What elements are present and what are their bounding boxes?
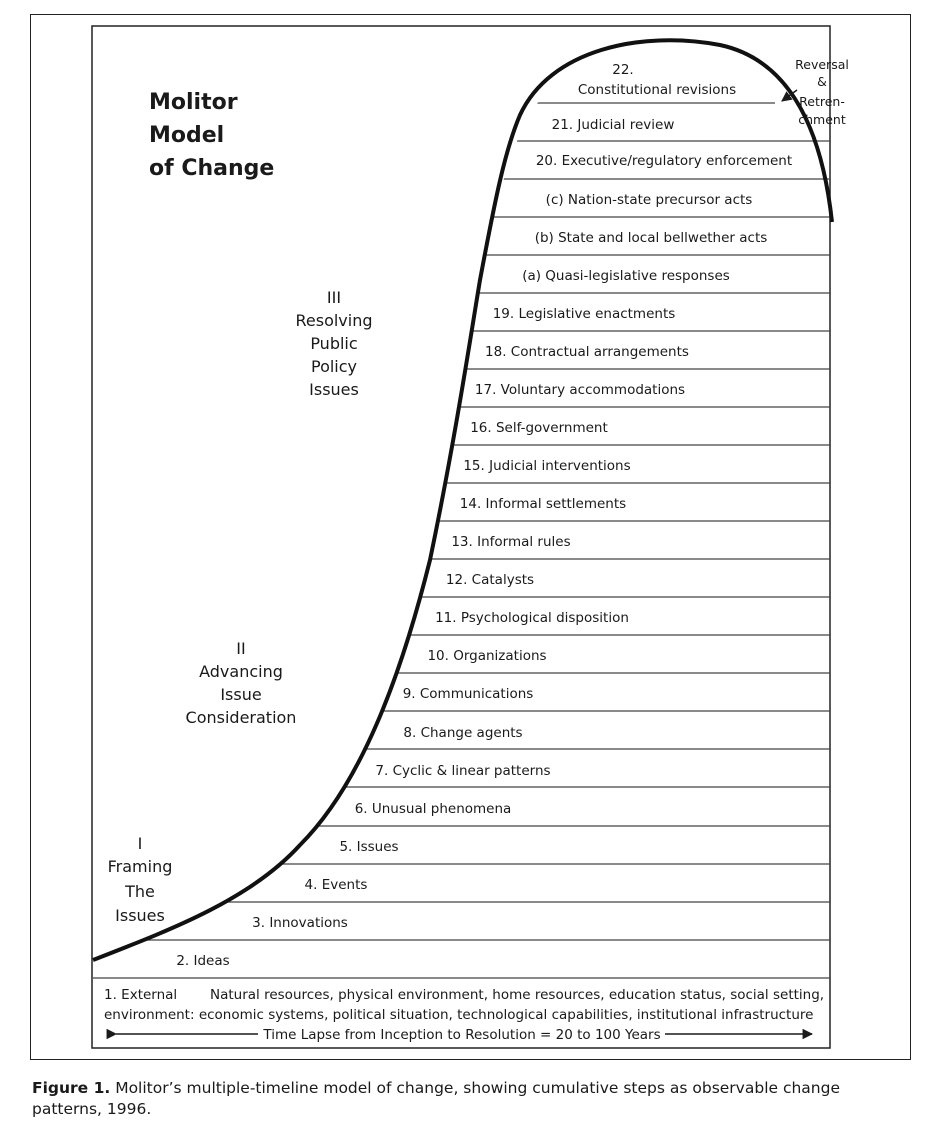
svg-text:Issue: Issue [220,685,262,704]
step-13-label: 13. Informal rules [451,534,571,550]
svg-text:The: The [125,882,155,901]
step-16-label: 16. Self-government [470,420,608,436]
step-c-label: (c) Nation-state precursor acts [545,192,753,208]
base-row1-left: 1. External [104,987,178,1003]
step-9-label: 9. Communications [402,686,534,702]
svg-text:I: I [137,834,143,853]
svg-text:Public: Public [310,334,358,353]
step-18-label: 18. Contractual arrangements [485,344,689,360]
step-22-label: Constitutional revisions [577,82,737,98]
step-22-number: 22. [612,62,634,78]
svg-text:Reversal: Reversal [795,57,849,72]
svg-text:Consideration: Consideration [185,708,297,727]
step-15-label: 15. Judicial interventions [463,458,631,474]
figure-caption [32,1078,912,1120]
base-row2: environment: economic systems, political situation, technological capabilities, institutional infrastructure [104,1007,814,1023]
title-line-1: Molitor [149,90,238,115]
svg-text:Policy: Policy [310,357,358,376]
step-2-label: 2. Ideas [176,953,230,969]
step-10-label: 10. Organizations [427,648,547,664]
svg-text:Advancing: Advancing [199,662,283,681]
svg-text:III: III [326,288,342,307]
step-a-label: (a) Quasi-legislative responses [522,268,730,284]
base-row1-right: Natural resources, physical environment, home resources, education status, social setting, [210,987,825,1003]
step-19-label: 19. Legislative enactments [492,306,676,322]
step-17-label: 17. Voluntary accommodations [474,382,686,398]
base-environment [104,987,824,1043]
svg-text:chment: chment [798,112,846,127]
svg-text:Resolving: Resolving [295,311,373,330]
timeline-label: Time Lapse from Inception to Resolution = 20 to 100 Years [263,1027,661,1043]
svg-text:&: & [817,74,827,89]
step-4-label: 4. Events [304,877,368,893]
svg-text:Issues: Issues [115,906,165,925]
step-20-label: 20. Executive/regulatory enforcement [535,153,793,169]
svg-text:Framing: Framing [107,857,173,876]
title-line-3: of Change [149,156,275,181]
step-14-label: 14. Informal settlements [459,496,627,512]
step-11-label: 11. Psychological disposition [435,610,629,626]
title-line-2: Model [149,123,225,148]
step-5-label: 5. Issues [339,839,399,855]
step-b-label: (b) State and local bellwether acts [534,230,768,246]
step-3-label: 3. Innovations [252,915,348,931]
step-12-label: 12. Catalysts [445,572,535,588]
svg-text:Retren-: Retren- [799,94,845,109]
svg-text:II: II [236,639,246,658]
step-7-label: 7. Cyclic & linear patterns [375,763,551,779]
step-8-label: 8. Change agents [403,725,523,741]
step-21-label: 21. Judicial review [551,117,675,133]
caption-text: Molitor’s multiple-timeline model of change, showing cumulative steps as observable change patterns, 1996. [32,1079,841,1118]
svg-text:Issues: Issues [309,380,359,399]
caption-label: Figure 1. [32,1079,111,1097]
step-6-label: 6. Unusual phenomena [354,801,512,817]
